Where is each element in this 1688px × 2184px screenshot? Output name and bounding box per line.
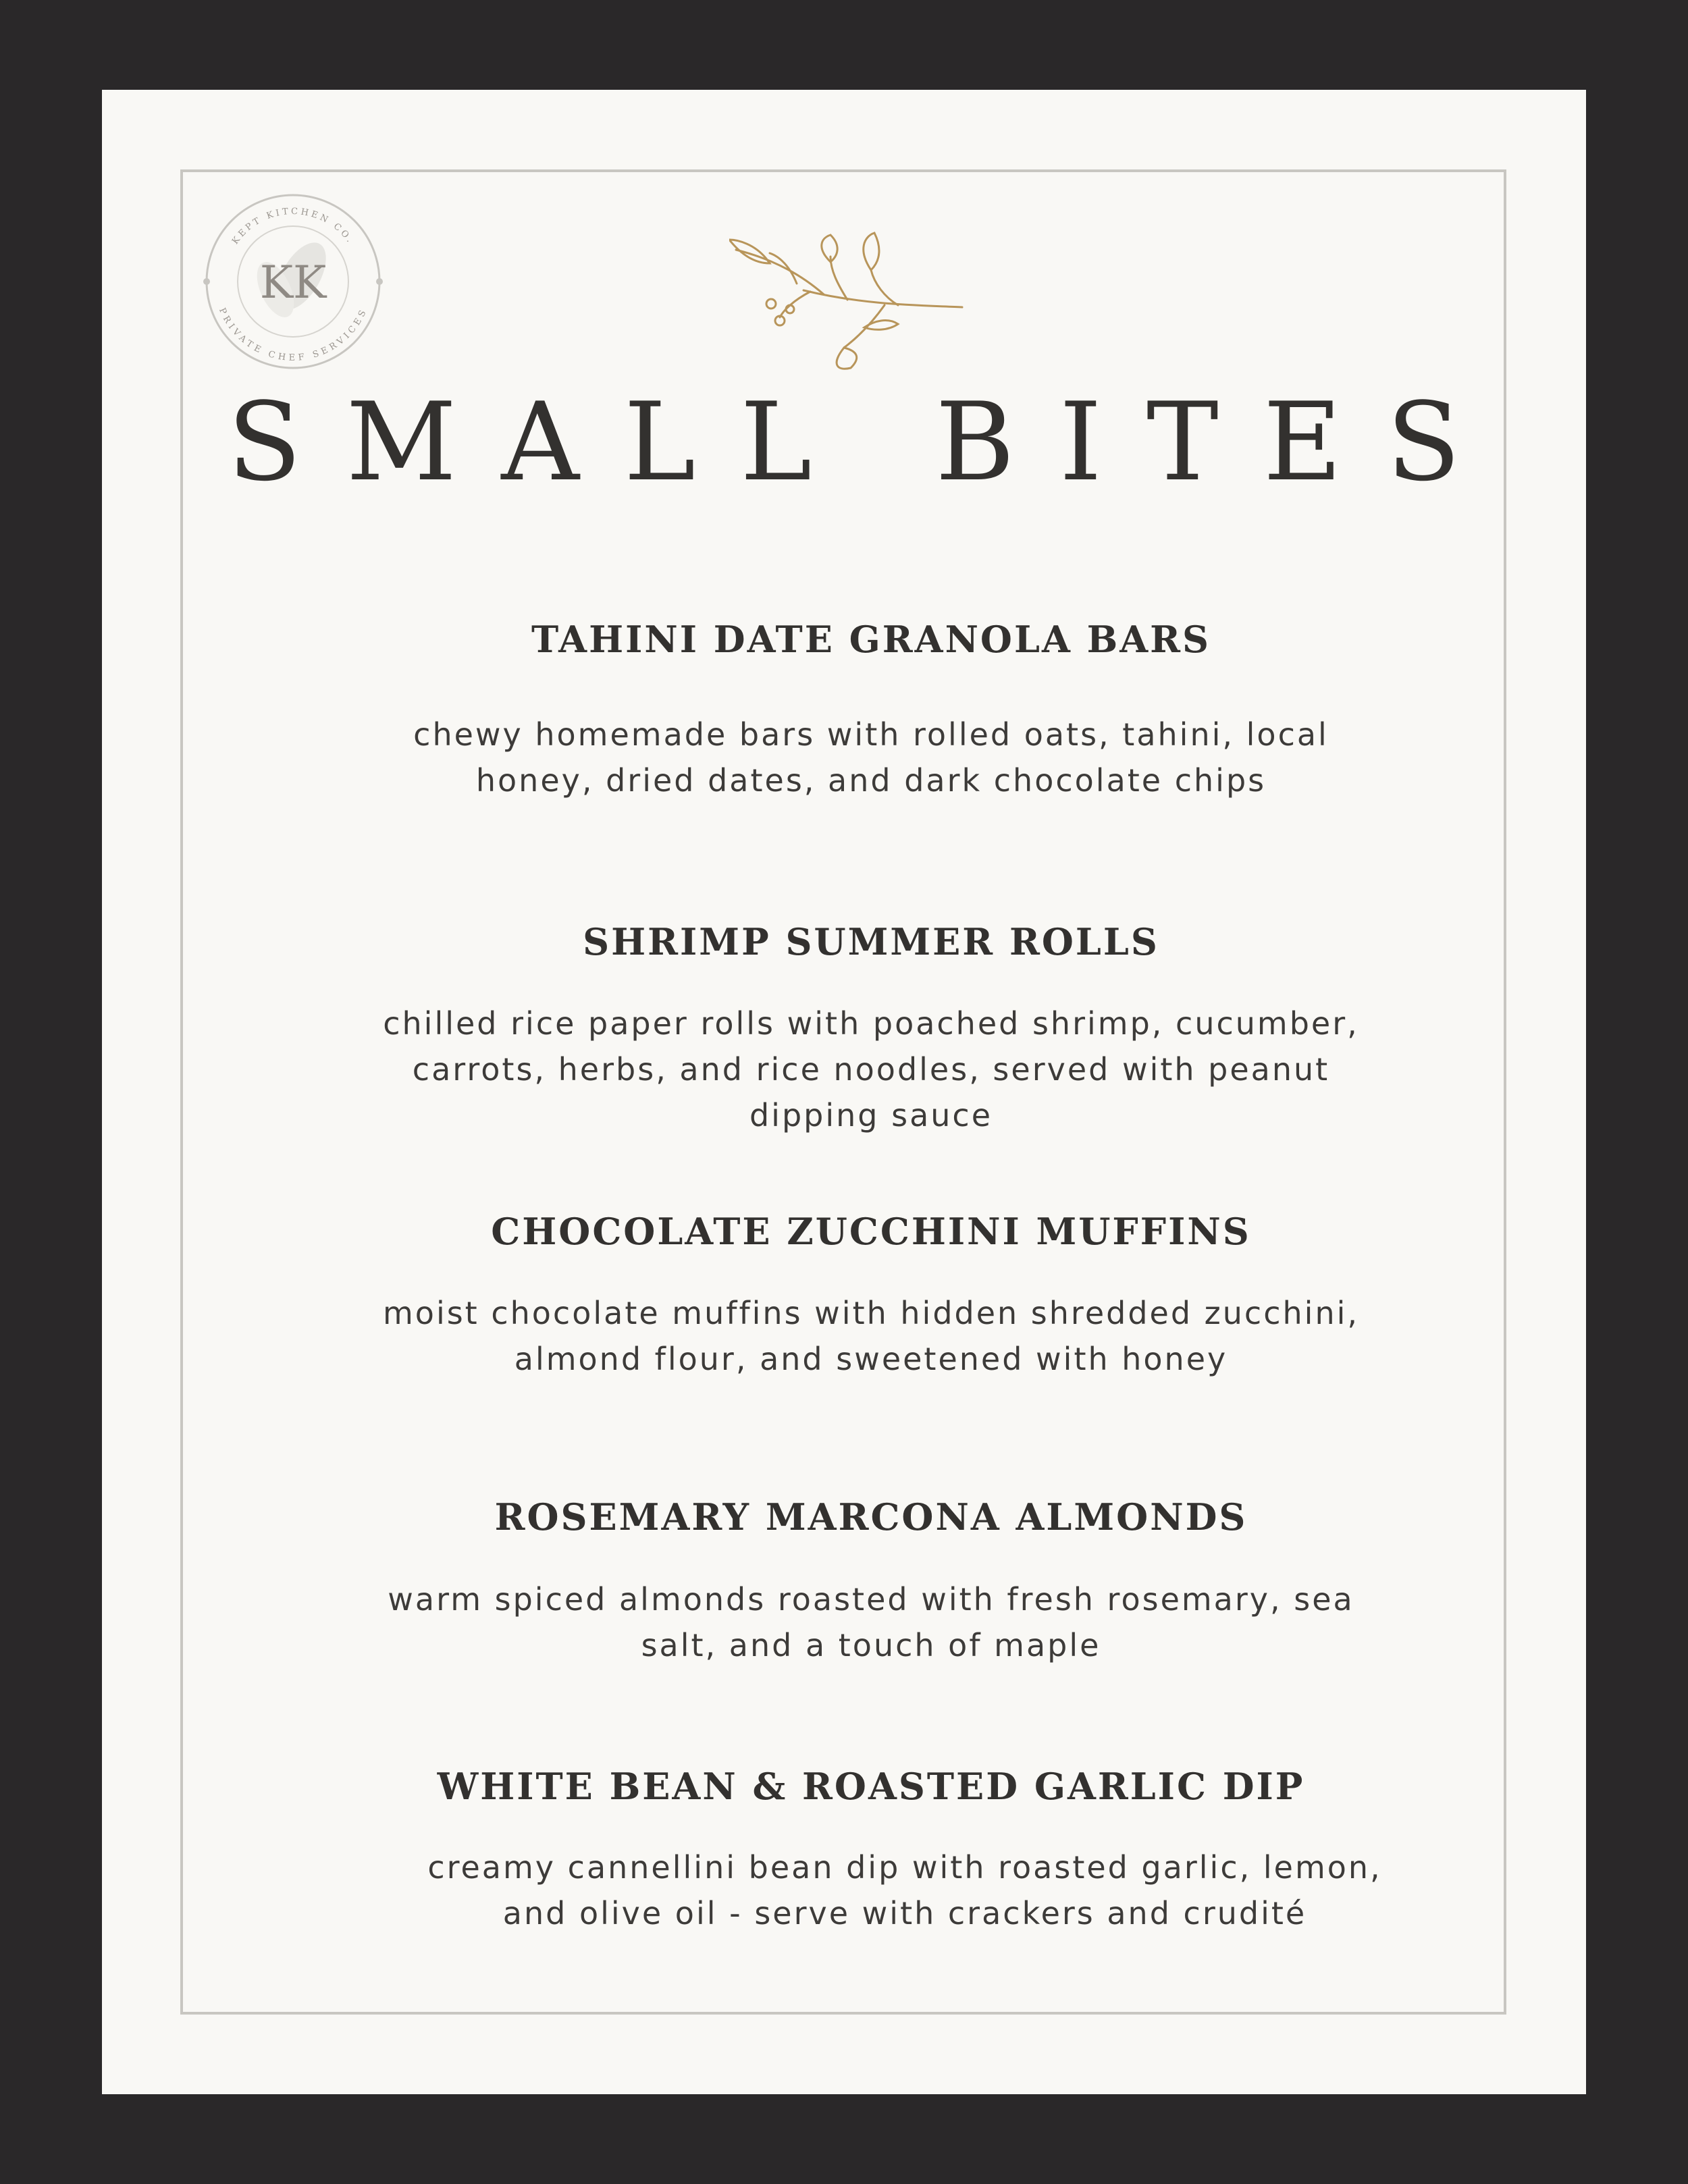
menu-item-description: chilled rice paper rolls with poached shrimp, cucumber, carrots, herbs, and rice noodles, served with peanut dipping sauce <box>383 1005 1359 1134</box>
menu-item-description: chewy homemade bars with rolled oats, tahini, local honey, dried dates, and dark chocolate chips <box>413 716 1329 799</box>
menu-item-name: SHRIMP SUMMER ROLLS <box>583 920 1159 963</box>
menu-item-name: ROSEMARY MARCONA ALMONDS <box>494 1495 1248 1539</box>
page-title: SMALL BITES <box>227 379 1506 505</box>
menu-item-description: warm spiced almonds roasted with fresh rosemary, sea salt, and a touch of maple <box>388 1581 1354 1663</box>
logo-ring-text-top: KEPT KITCHEN CO. <box>230 206 356 246</box>
brand-logo-seal <box>200 188 386 375</box>
logo-monogram: KK <box>259 257 327 309</box>
gold-sprig-ornament-icon <box>729 230 966 371</box>
menu-item-name: TAHINI DATE GRANOLA BARS <box>531 618 1211 661</box>
menu-item-name: CHOCOLATE ZUCCHINI MUFFINS <box>491 1210 1251 1253</box>
menu-item-description: moist chocolate muffins with hidden shredded zucchini, almond flour, and sweetened with honey <box>382 1295 1360 1377</box>
menu-item-description: creamy cannellini bean dip with roasted garlic, lemon, and olive oil - serve with crackers and crudité <box>427 1849 1382 1932</box>
logo-ring-text-bottom: PRIVATE CHEF SERVICES <box>216 306 370 363</box>
svg-text:PRIVATE CHEF SERVICES <box>217 307 369 363</box>
menu-item-name: WHITE BEAN & ROASTED GARLIC DIP <box>437 1765 1305 1808</box>
